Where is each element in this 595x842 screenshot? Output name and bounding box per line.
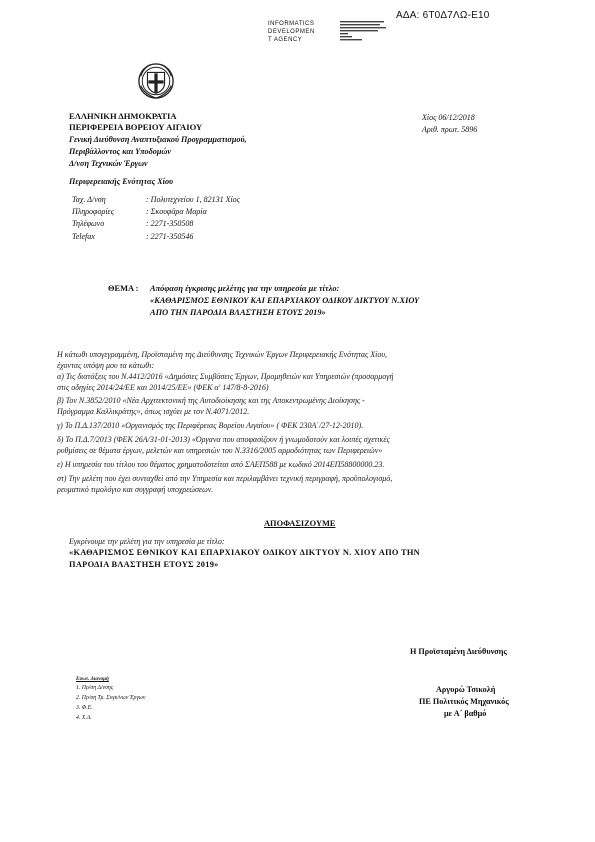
- place-and-date: Χίος 06/12/2018: [422, 113, 475, 122]
- contact-key-address: Ταχ. Δ/νση: [72, 195, 106, 204]
- contact-key-phone: Τηλέφωνο: [72, 219, 105, 228]
- subject-line-3: ΑΠΟ ΤΗΝ ΠΑΡΟΔΙΑ ΒΛΑΣΤΗΣΗ ΕΤΟΥΣ 2019»: [150, 308, 326, 317]
- contact-key-fax: Telefax: [72, 232, 95, 241]
- clause-b-line-2: Πρόγραμμα Καλλικράτης», όπως ισχύει με τον Ν.4071/2012.: [57, 407, 250, 416]
- ida-fine-print-graphic: [340, 20, 400, 46]
- signature-name: Αργυρώ Τσικολή: [436, 685, 496, 694]
- subject-label: ΘΕΜΑ :: [108, 284, 139, 293]
- general-directorate: Γενική Διεύθυνση Αναπτυξιακού Προγραμματισμού,: [69, 135, 247, 144]
- republic-name: ΕΛΛΗΝΙΚΗ ΔΗΜΟΚΡΑΤΙΑ: [69, 111, 177, 121]
- decision-heading: ΑΠΟΦΑΣΙΖΟΥΜΕ: [264, 519, 336, 528]
- contact-key-info: Πληροφορίες: [72, 207, 114, 216]
- clause-e: ε) Η υπηρεσία του τίτλου του θέματος χρηματοδοτείται από ΣΑΕΠ588 με κωδικό 2014ΕΠ58800000.23.: [57, 460, 385, 469]
- clause-c: γ) Το Π.Δ.137/2010 «Οργανισμός της Περιφέρειας Βορείου Αιγαίου» ( ΦΕΚ 230Α΄/27-12-2010).: [57, 421, 364, 430]
- contact-value-address: : Πολυτεχνείου 1, 82131 Χίος: [146, 195, 240, 204]
- ida-line-3: T AGENCY: [268, 37, 303, 43]
- contact-value-info: : Σκουφάρα Μαρία: [146, 207, 207, 216]
- clause-b-line-1: β) Τον Ν.3852/2010 «Νέα Αρχιτεκτονική της Αυτοδιοίκησης και της Αποκεντρωμένης Διοίκησης -: [57, 396, 365, 405]
- clause-st-line-2: ρευματικό τιμολόγιο και συγγραφή υποχρεώσεων.: [57, 485, 214, 494]
- ida-line-2: DEVELOPMEN: [268, 29, 315, 35]
- distribution-title: Εσωτ. Διανομή: [76, 676, 109, 682]
- department-name: Δ/νση Τεχνικών Έργων: [69, 159, 148, 168]
- clause-d-line-2: ρυθμίσεις σε θέματα έργων, μελετών και υπηρεσιών του Ν.3316/2005 αρμοδιότητας των Περιφερειών»: [57, 446, 383, 455]
- distribution-item: 3. Φ.Ε.: [76, 705, 93, 711]
- ida-logo: [268, 20, 315, 44]
- ida-logo-fine-print: [340, 20, 400, 47]
- protocol-number: Αριθ. πρωτ. 5896: [422, 125, 478, 134]
- decision-title-line-2: ΠΑΡΟΔΙΑ ΒΛΑΣΤΗΣΗ ΕΤΟΥΣ 2019»: [69, 560, 219, 569]
- contact-value-phone: : 2271-350508: [146, 219, 194, 228]
- regional-unit: Περιφερειακής Ενότητας Χίου: [69, 177, 174, 186]
- distribution-item: 2. Πρ/ση Τμ. Συγκ/νων Έργων: [76, 695, 146, 701]
- signature-title: ΠΕ Πολιτικός Μηχανικός: [419, 697, 509, 706]
- clause-d-line-1: δ) Το Π.Δ.7/2013 (ΦΕΚ 26Α/31-01-2013) «Όργανα που αποφασίζουν ή γνωμοδοτούν και λοιπές σχετικές: [57, 435, 390, 444]
- subject-line-1: Απόφαση έγκρισης μελέτης για την υπηρεσία με τίτλο:: [150, 284, 340, 293]
- ada-code: ΑΔΑ: 6Τ0Δ7ΛΩ-Ε10: [396, 10, 490, 21]
- intro-line-1: Η κάτωθι υπογεγραμμένη, Προϊσταμένη της Διεύθυνσης Τεχνικών Έργων Περιφερειακής Ενότητας Χίου,: [57, 350, 388, 359]
- signature-role: Η Προϊσταμένη Διεύθυνσης: [410, 647, 507, 656]
- subject-line-2: «ΚΑΘΑΡΙΣΜΟΣ ΕΘΝΙΚΟΥ ΚΑΙ ΕΠΑΡΧΙΑΚΟΥ ΟΔΙΚΟΥ ΔΙΚΤΥΟΥ Ν.ΧΙΟΥ: [150, 296, 420, 305]
- distribution-item: 4. Χ.Α.: [76, 715, 92, 721]
- decision-approve-text: Εγκρίνουμε την μελέτη για την υπηρεσία με τίτλο:: [69, 537, 225, 546]
- clause-a-line-1: α) Τις διατάξεις του Ν.4412/2016 «Δημόσιες Συμβάσεις Έργων, Προμηθειών και Υπηρεσιών (προσαρμογή: [57, 372, 394, 381]
- ida-line-1: INFORMATICS: [268, 21, 315, 27]
- greek-coat-of-arms-icon: [137, 62, 175, 100]
- region-name: ΠΕΡΙΦΕΡΕΙΑ ΒΟΡΕΙΟΥ ΑΙΓΑΙΟΥ: [69, 122, 203, 132]
- distribution-item: 1. Πρ/ση Δ/νσης: [76, 685, 114, 691]
- signature-grade: με Α΄ βαθμό: [444, 709, 487, 718]
- clause-a-line-2: στις οδηγίες 2014/24/ΕΕ και 2014/25/ΕΕ» (ΦΕΚ α' 147/8-8-2016): [57, 383, 269, 392]
- intro-line-2: έχοντας υπόψη μου τα κάτωθι:: [57, 361, 155, 370]
- clause-st-line-1: στ) Την μελέτη που έχει συνταχθεί από την Υπηρεσία και περιλαμβάνει τεχνική περιγραφή, προϋπολογισμό,: [57, 474, 393, 483]
- contact-value-fax: : 2271-350546: [146, 232, 194, 241]
- decision-title-line-1: «ΚΑΘΑΡΙΣΜΟΣ ΕΘΝΙΚΟΥ ΚΑΙ ΕΠΑΡΧΙΑΚΟΥ ΟΔΙΚΟΥ ΔΙΚΤΥΟΥ Ν. ΧΙΟΥ ΑΠΟ ΤΗΝ: [69, 548, 421, 557]
- general-directorate-cont: Περιβάλλοντος και Υποδομών: [69, 147, 171, 156]
